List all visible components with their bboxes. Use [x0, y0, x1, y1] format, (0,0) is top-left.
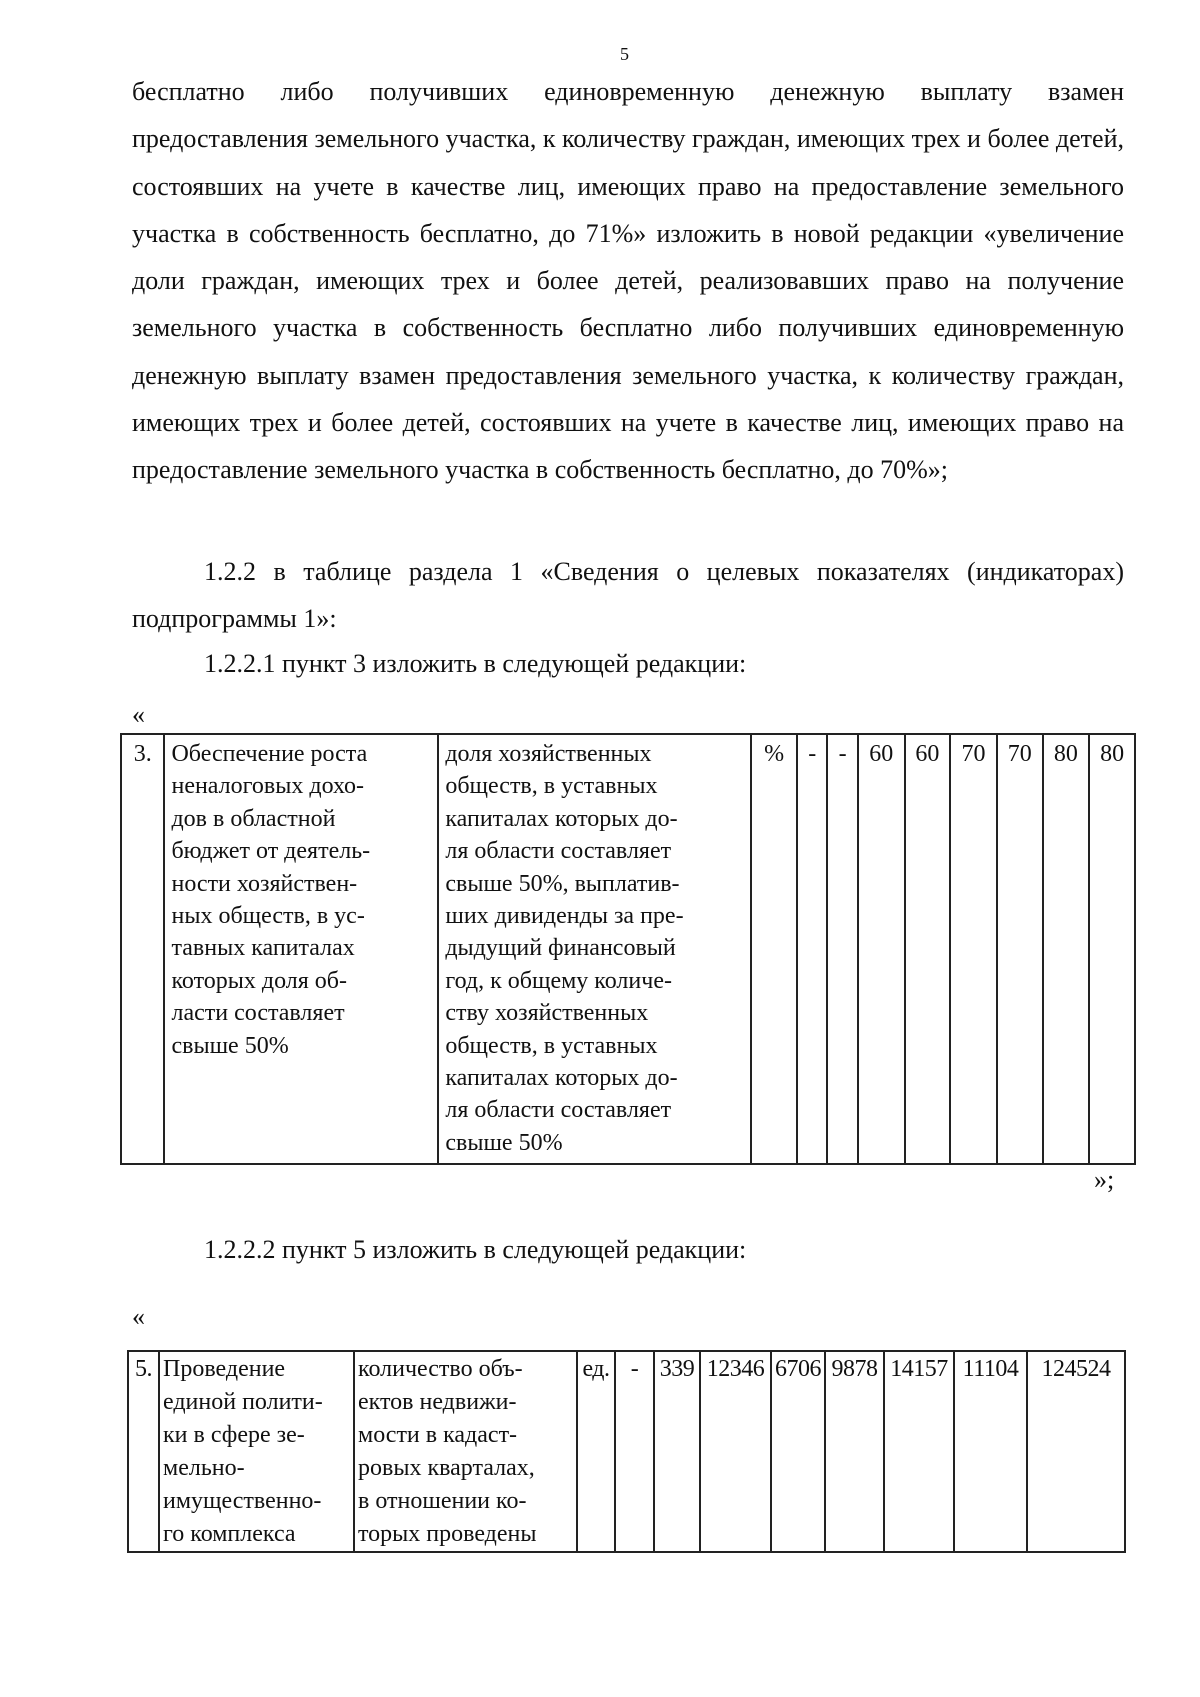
- value-cell: 60: [905, 734, 951, 1164]
- table-row: [121, 734, 1135, 1164]
- unit-cell: %: [751, 734, 797, 1164]
- indicator-table-row-3: [120, 733, 1136, 1165]
- table-row: [128, 1351, 1125, 1552]
- task-name-cell: Проведение единой полити- ки в сфере зе- мельно- имущественно- го комплекса: [159, 1351, 354, 1552]
- opening-quote-1: «: [132, 700, 145, 729]
- indicator-cell: количество объ- ектов недвижи- мости в кадаст- ровых кварталах, в отношении ко- торых проведены: [354, 1351, 577, 1552]
- value-cell: 80: [1043, 734, 1090, 1164]
- value-cell: 339: [654, 1351, 700, 1552]
- value-cell: 12346: [700, 1351, 771, 1552]
- value-cell: -: [797, 734, 827, 1164]
- paragraph-1-2-2: 1.2.2 в таблице раздела 1 «Сведения о целевых показателях (индикаторах) подпрограммы 1»:: [132, 557, 1124, 633]
- value-cell: -: [615, 1351, 654, 1552]
- opening-quote-2: «: [132, 1302, 145, 1331]
- indicator-cell: доля хозяйственных обществ, в уставных капиталах которых до- ля области составляет свыше 50%, выплатив- ших дивиденды за пре- дыдущий финансовый год, к общему количе- ству хозяйственных обществ, в уставных капиталах которых до- ля области составляет свыше 50%: [438, 734, 751, 1164]
- value-cell: -: [827, 734, 857, 1164]
- value-cell: 80: [1089, 734, 1135, 1164]
- page-number: 5: [620, 44, 629, 64]
- value-cell: 9878: [825, 1351, 884, 1552]
- value-cell: 14157: [884, 1351, 954, 1552]
- unit-cell: ед.: [577, 1351, 615, 1552]
- value-cell: 70: [997, 734, 1043, 1164]
- value-cell: 70: [950, 734, 997, 1164]
- row-number: 3.: [121, 734, 164, 1164]
- row-number: 5.: [128, 1351, 159, 1552]
- value-cell: 124524: [1027, 1351, 1125, 1552]
- indicator-table-row-5: [127, 1350, 1126, 1553]
- paragraph-1-2-2-1: 1.2.2.1 пункт 3 изложить в следующей редакции:: [204, 649, 747, 678]
- value-cell: 11104: [954, 1351, 1027, 1552]
- value-cell: 6706: [771, 1351, 825, 1552]
- paragraph-amendment-text: бесплатно либо получивших единовременную денежную выплату взамен предоставления земельного участка, к количеству граждан, имеющих трех и более детей, состоявших на учете в качестве лиц, имеющих право на предоставление земельного участка в собственность бесплатно, до 71%» изложить в новой редакции «увеличение доли граждан, имеющих трех и более детей, реализовавших право на получение земельного участка в собственность бесплатно либо получивших единовременную денежную выплату взамен предоставления земельного участка, к количеству граждан, имеющих трех и более детей, состоявших на учете в качестве лиц, имеющих право на предоставление земельного участка в собственность бесплатно, до 70%»;: [132, 77, 1124, 485]
- task-name-cell: Обеспечение роста неналоговых дохо- дов в областной бюджет от деятель- ности хозяйствен- ных обществ, в ус- тавных капиталах которых доля об- ласти составляет свыше 50%: [164, 734, 438, 1164]
- value-cell: 60: [858, 734, 905, 1164]
- paragraph-1-2-2-2: 1.2.2.2 пункт 5 изложить в следующей редакции:: [204, 1235, 747, 1264]
- closing-quote-1: »;: [1094, 1165, 1115, 1194]
